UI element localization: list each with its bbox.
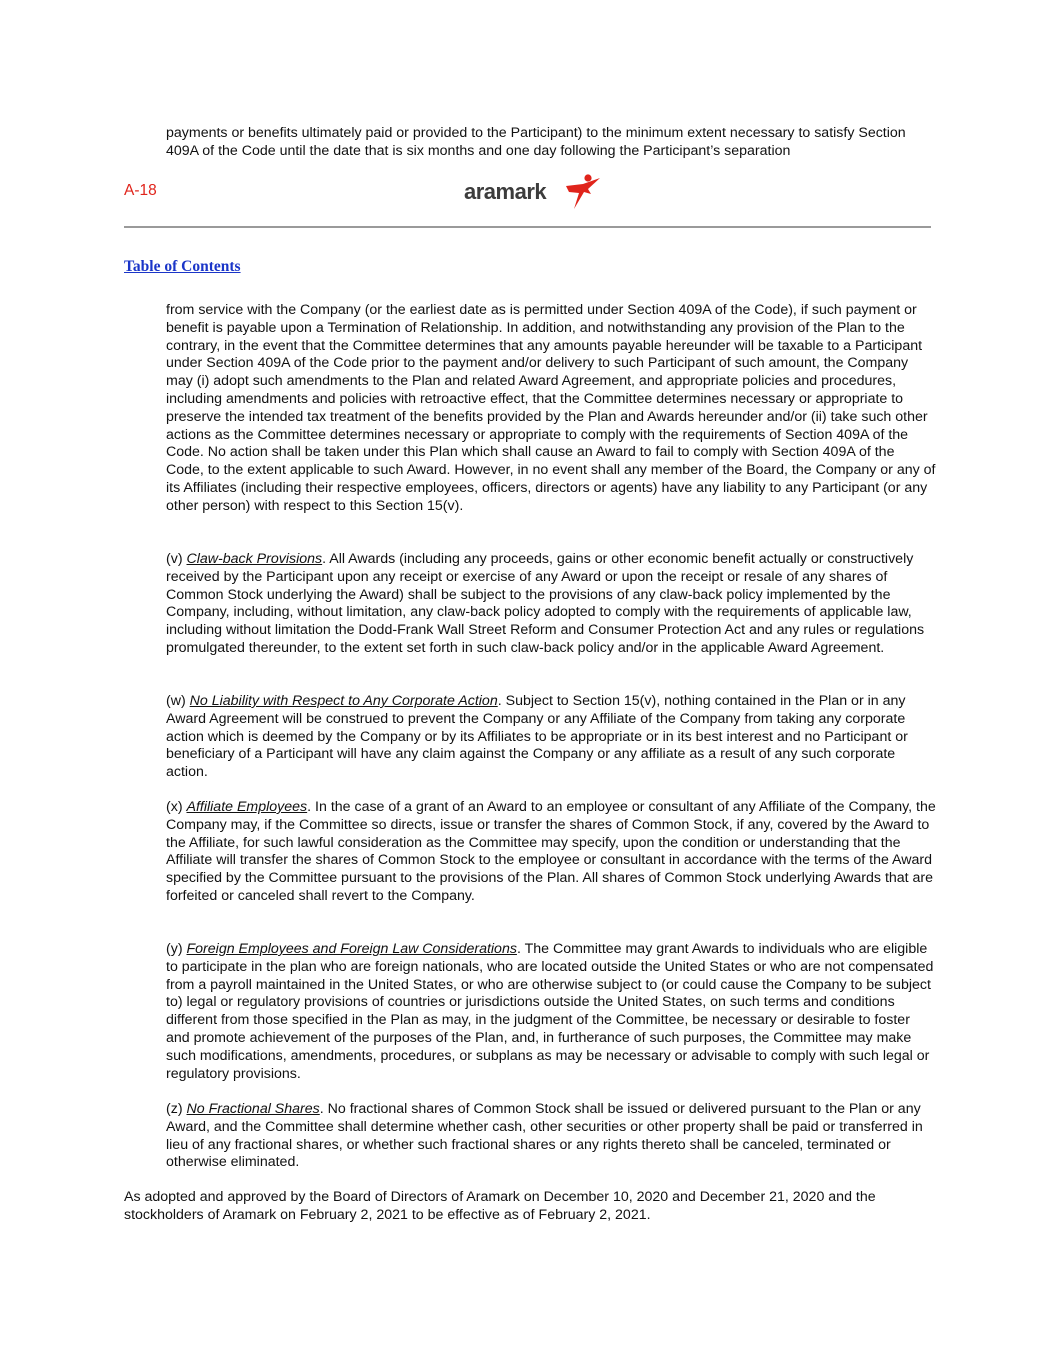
paragraph-body: from service with the Company (or the earliest date as is permitted under Section 409A of the Code), if such payment or benefit is payable upon a Termination of Relationship. In addition, and notwithstanding any provision of the Plan to the contrary, in the event that the Committee determines that any amounts payable hereunder will be taxable to a Participant under Section 409A of the Code prior to the payment and/or delivery to such Participant of such amount, the Company may (i) adopt such amendments to the Plan and related Award Agreement, and appropriate policies and procedures, including amendments and policies with retroactive effect, that the Committee determines necessary or appropriate to preserve the intended tax treatment of the benefits provided by the Plan and Awards hereunder and/or (ii) take such other actions as the Committee determines necessary or appropriate to comply with the requirements of Section 409A of the Code. No action shall be taken under this Plan which shall cause an Award to fail to comply with Section 409A of the Code, to the extent applicable to such Award. However, in no event shall any member of the Board, the Company or any of its Affiliates (including their respective employees, officers, directors or agents) have any liability to any Participant (or any other person) with respect to this Section 15(v).	[166, 302, 936, 514]
paragraph-body: . All Awards (including any proceeds, gains or other economic benefit actually or constructively received by the Participant upon any receipt or exercise of any Award or upon the receipt or resale of any shares of Common Stock underlying the Award) shall be subject to the provisions of any claw-back policy implemented by the Company, including, without limitation, any claw-back policy adopted to comply with the requirements of applicable law, including without limitation the Dodd-Frank Wall Street Reform and Consumer Protection Act and any rules or regulations promulgated thereunder, to the extent set forth in such claw-back policy and/or in the applicable Award Agreement.	[166, 551, 925, 656]
paragraph-x-affiliate-employees	[166, 799, 936, 906]
paragraph-heading: Affiliate Employees	[186, 799, 308, 815]
paragraph-z-no-fractional-shares	[166, 1101, 936, 1172]
logo-wordmark: aramark	[464, 179, 547, 204]
paragraph-heading: No Liability with Respect to Any Corporate Action	[189, 693, 498, 709]
header-divider	[124, 226, 931, 228]
paragraph-body: . The Committee may grant Awards to individuals who are eligible to participate in the plan who are foreign nationals, who are located outside the United States or who are not compensated from a payroll maintained in the United States, or who are otherwise subject to (or could cause the Company to be subject to) legal or regulatory provisions of countries or jurisdictions outside the United States, on such terms and conditions different from those specified in the Plan as may, in the judgment of the Committee, be necessary or desirable to foster and promote achievement of the purposes of the Plan, and, in furtherance of such purposes, the Committee may make such modifications, amendments, procedures, or subplans as may be necessary or advisable to comply with such legal or regulatory provisions.	[166, 941, 934, 1082]
paragraph-body: . Subject to Section 15(v), nothing contained in the Plan or in any Award Agreement will be construed to prevent the Company or any Affiliate of the Company from taking any corporate action which is deemed by the Company or by its Affiliates to be appropriate or in its best interest and no Participant or beneficiary of a Participant will have any claim against the Company or any affiliate as a result of any such corporate action.	[166, 693, 908, 781]
carryover-paragraph: payments or benefits ultimately paid or provided to the Participant) to the minimum extent necessary to satisfy Section 409A of the Code until the date that is six months and one day following the Participant’s separation	[166, 125, 906, 159]
paragraph-body: . No fractional shares of Common Stock shall be issued or delivered pursuant to the Plan or any Award, and the Committee shall determine whether cash, other securities or other property shall be paid or transferred in lieu of any fractional shares, or whether such fractional shares or any rights thereto shall be canceled, terminated or otherwise eliminated.	[166, 1101, 923, 1171]
paragraph-y-foreign-employees	[166, 941, 936, 1083]
paragraph-v-claw-back	[166, 551, 936, 658]
paragraph-heading: Claw-back Provisions	[186, 551, 323, 567]
paragraph-body: . In the case of a grant of an Award to an employee or consultant of any Affiliate of the Company, the Company may, if the Committee so directs, issue or transfer the shares of Common Stock, if any, covered by the Award to the Affiliate, for such lawful consideration as the Committee may specify, upon the condition or understanding that the Affiliate will transfer the shares of Common Stock to the employee or consultant in accordance with the terms of the Award specified by the Committee pursuant to the provisions of the Plan. All shares of Common Stock underlying Awards that are forfeited or canceled shall revert to the Company.	[166, 799, 936, 904]
paragraph-heading: Foreign Employees and Foreign Law Considerations	[186, 941, 517, 957]
paragraph-prefix: (x)	[166, 799, 187, 815]
paragraph-heading: No Fractional Shares	[186, 1101, 320, 1117]
table-of-contents-link[interactable]: Table of Contents	[124, 258, 241, 275]
adoption-statement: As adopted and approved by the Board of Directors of Aramark on December 10, 2020 and December 21, 2020 and the stockholders of Aramark on February 2, 2021 to be effective as of February 2, 2021.	[124, 1189, 876, 1223]
paragraph-prefix: (v)	[166, 551, 187, 567]
paragraph-prefix: (y)	[166, 941, 187, 957]
paragraph-prefix: (z)	[166, 1101, 187, 1117]
star-person-icon	[566, 174, 600, 209]
paragraph-w-no-liability	[166, 693, 936, 782]
page-number: A-18	[124, 182, 157, 199]
aramark-logo	[462, 172, 602, 212]
paragraph-prefix: (w)	[166, 693, 190, 709]
paragraph-409a-continuation	[166, 302, 936, 516]
